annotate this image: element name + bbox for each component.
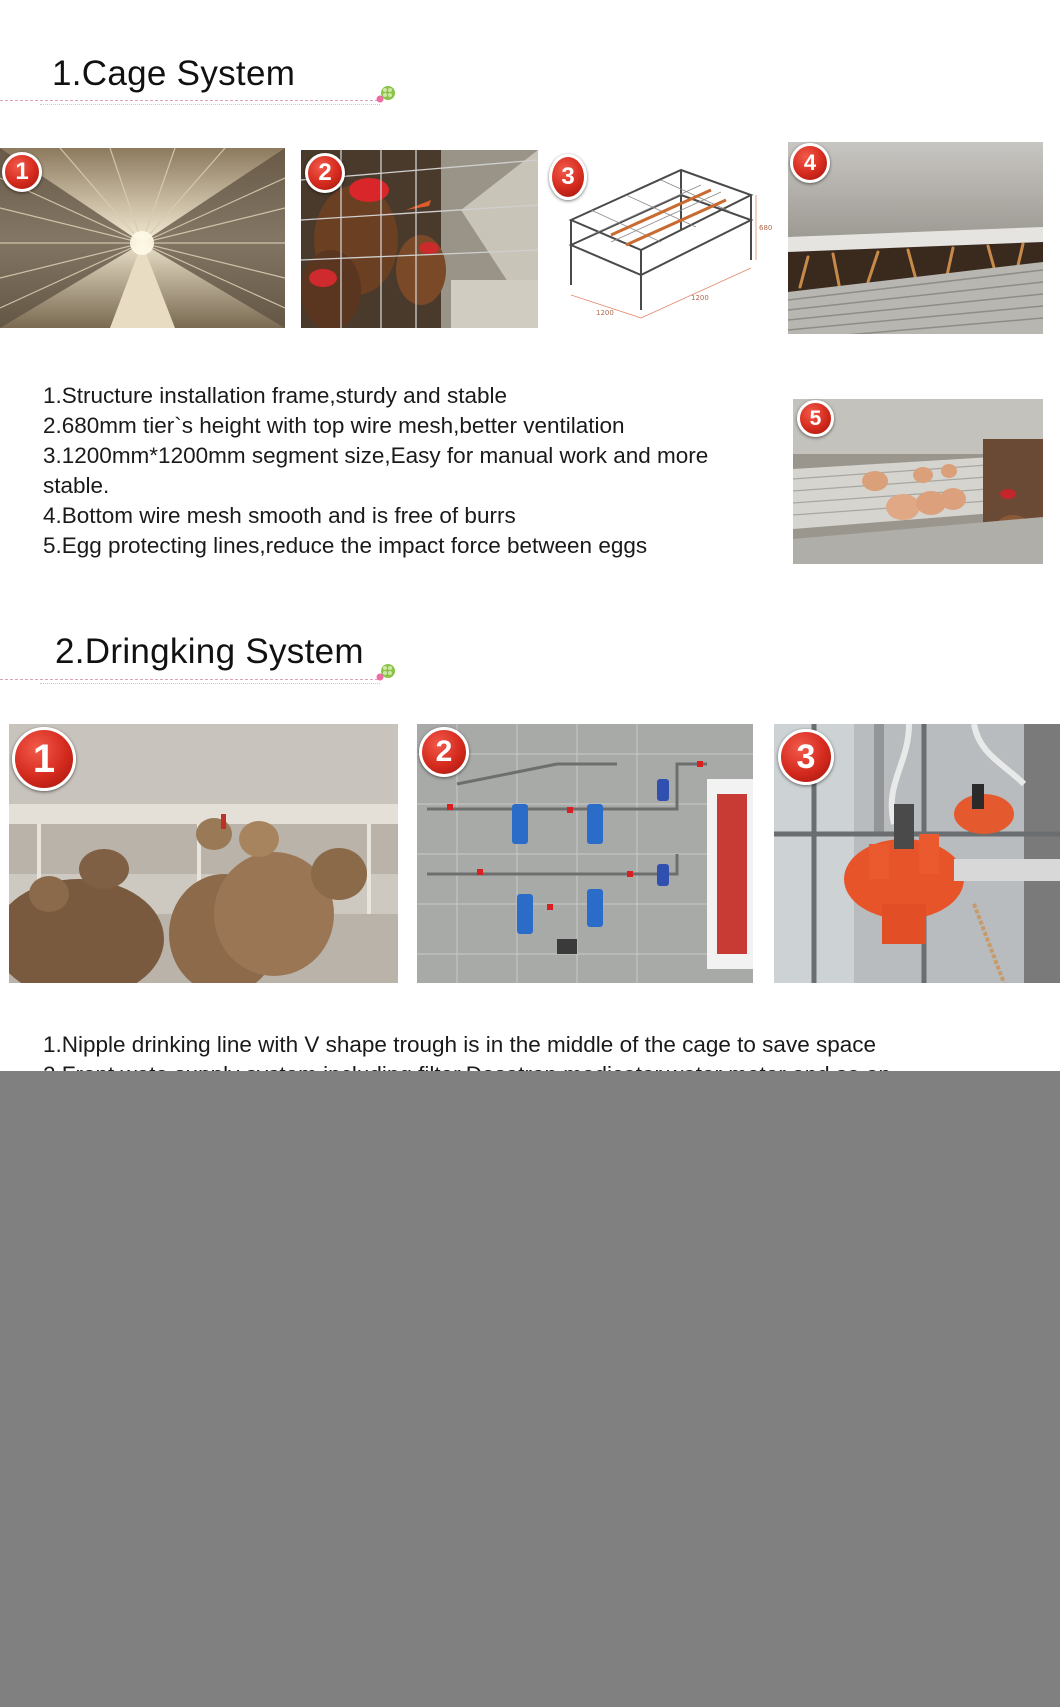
drinking-title-underline-secondary xyxy=(40,683,380,684)
drawing-dim-a: 1200 xyxy=(596,309,614,317)
cage-feature-list xyxy=(43,381,763,561)
drinking-photo-panel xyxy=(417,724,753,983)
cage-title-underline-secondary xyxy=(40,104,380,105)
content-overlay xyxy=(0,1071,1060,1707)
cage-photo-badge-2: 2 xyxy=(305,153,345,193)
cage-feature-item: 4.Bottom wire mesh smooth and is free of burrs xyxy=(43,503,516,528)
drinking-photo-badge-2: 2 xyxy=(419,727,469,777)
cage-photo-badge-1: 1 xyxy=(2,152,42,192)
cage-title-underline xyxy=(0,100,378,101)
flower-deco-icon xyxy=(376,662,396,682)
water-supply-panel-image xyxy=(417,724,753,983)
cage-feature-item: 5.Egg protecting lines,reduce the impact force between eggs xyxy=(43,533,648,558)
flower-deco-icon xyxy=(376,84,396,104)
drinking-photo-badge-3: 3 xyxy=(778,729,834,785)
cage-section-title: 1.Cage System xyxy=(52,54,296,93)
drinking-title-underline xyxy=(0,679,378,680)
cage-feature-item: 2.680mm tier`s height with top wire mesh,better ventilation xyxy=(43,413,625,438)
cage-feature-item: 1.Structure installation frame,sturdy and stable xyxy=(43,383,507,408)
cage-photo-badge-5: 5 xyxy=(797,400,834,437)
cage-feature-item: 3.1200mm*1200mm segment size,Easy for manual work and more stable. xyxy=(43,443,709,498)
drawing-dim-c: 680 xyxy=(759,224,773,232)
aisle-image xyxy=(0,148,285,328)
drinking-feature-item: 1.Nipple drinking line with V shape trough is in the middle of the cage to save space xyxy=(43,1032,876,1057)
cage-photo-badge-3: 3 xyxy=(549,154,587,200)
cage-photo-aisle xyxy=(0,148,285,328)
cage-photo-badge-4: 4 xyxy=(790,143,830,183)
drawing-dim-b: 1200 xyxy=(691,294,709,302)
drinking-photo-badge-1: 1 xyxy=(12,727,76,791)
drinking-section-title: 2.Dringking System xyxy=(55,632,364,671)
